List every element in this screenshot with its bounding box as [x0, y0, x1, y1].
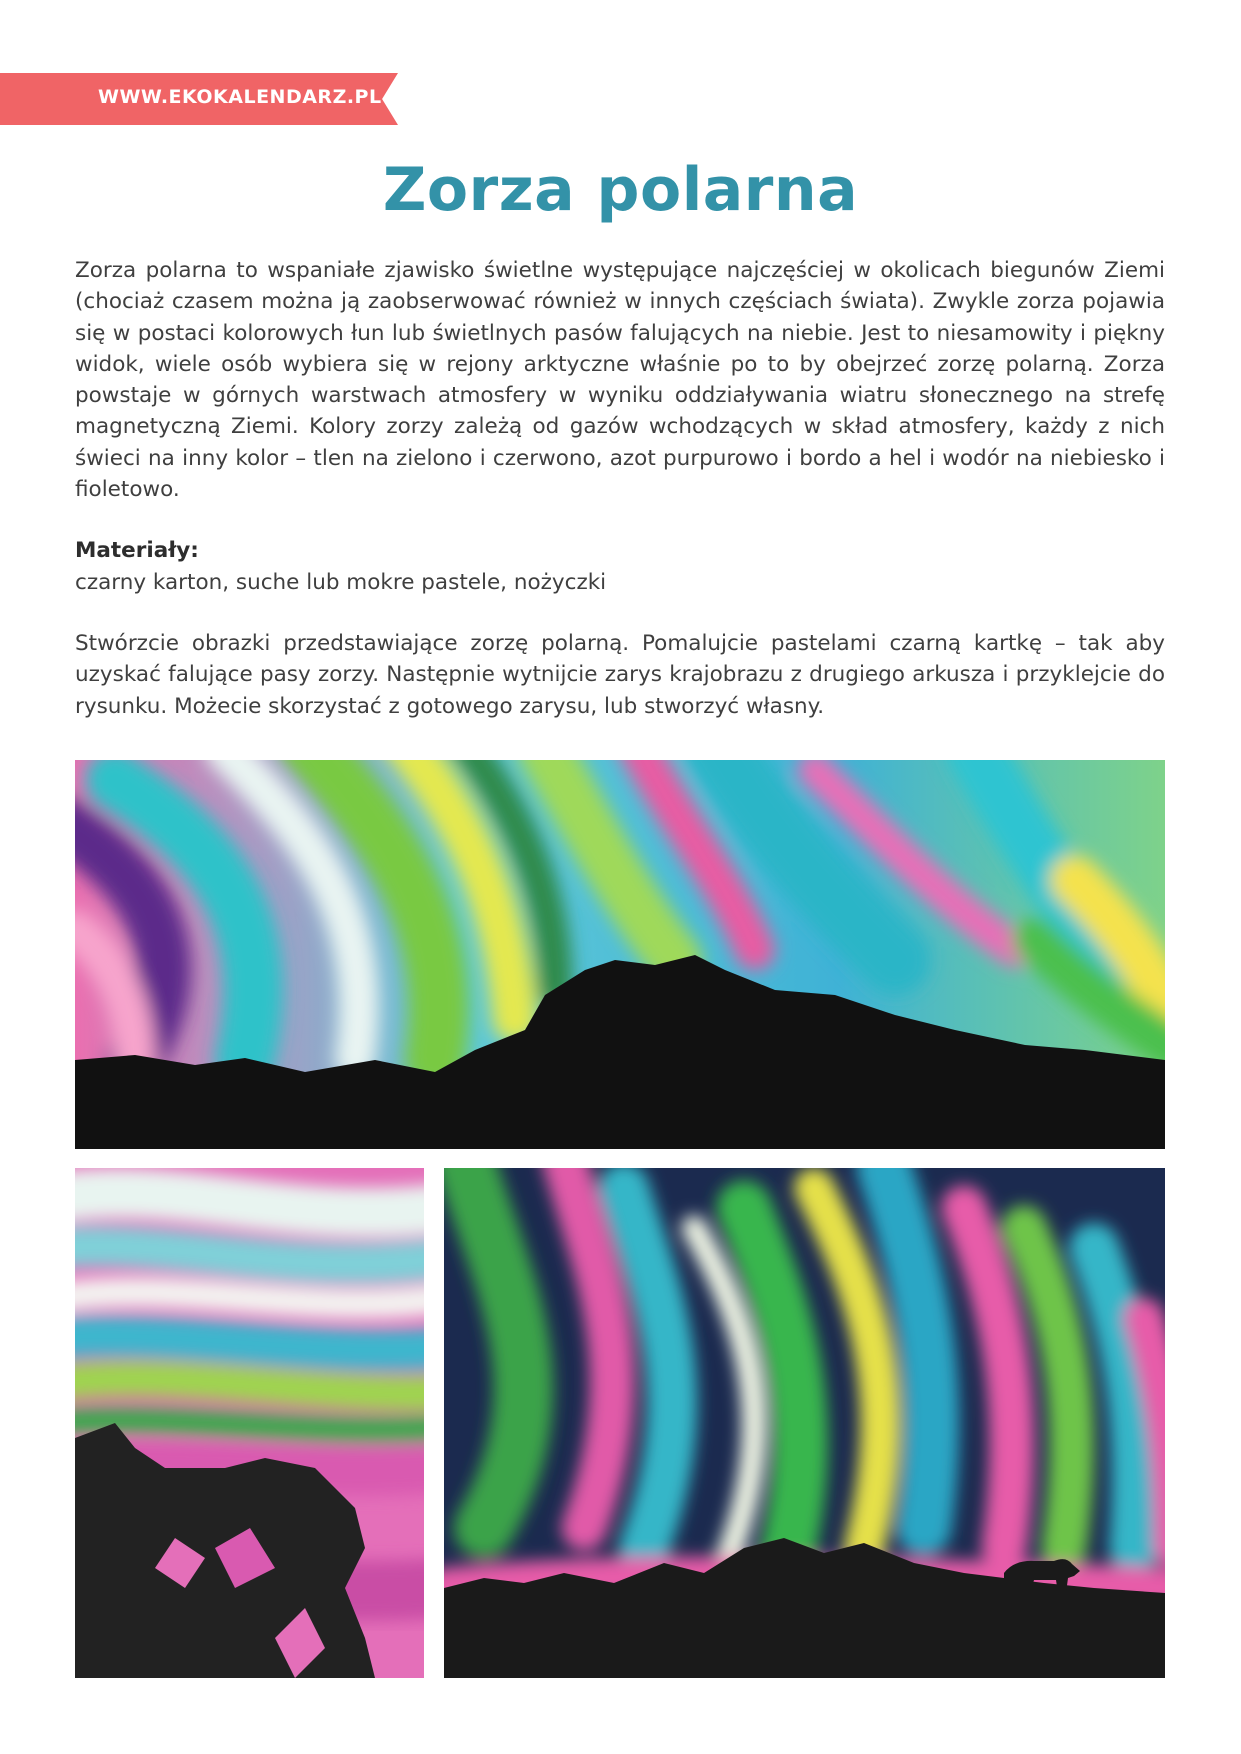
aurora-photo-mountain [75, 760, 1165, 1149]
materials-list: czarny karton, suche lub mokre pastele, nożyczki [75, 570, 607, 595]
page-title: Zorza polarna [382, 155, 859, 225]
instructions-paragraph: Stwórzcie obrazki przedstawiające zorzę polarną. Pomalujcie pastelami czarną kartkę – tak aby uzyskać falujące pasy zorzy. Następnie wytnijcie zarys krajobrazu z drugiego arkusza i przyklejcie do rysunku. Możecie skorzystać z gotowego zarysu, lub stworzyć własny. [75, 631, 1165, 719]
materials-heading: Materiały: [75, 538, 199, 563]
aurora-photo-landscape-bear [444, 1168, 1165, 1678]
intro-paragraph: Zorza polarna to wspaniałe zjawisko świetlne występujące najczęściej w okolicach biegunów Ziemi (chociaż czasem można ją zaobserwować również w innych częściach świata). Zwykle zorza pojawia się w postaci kolorowych łun lub świetlnych pasów falujących na niebie. Jest to niesamowity i piękny widok, wiele osób wybiera się w rejony arktyczne właśnie po to by obejrzeć zorzę polarną. Zorza powstaje w górnych warstwach atmosfery w wyniku oddziaływania wiatru słonecznego na strefę magnetyczną Ziemi. Kolory zorzy zależą od gazów wchodzących w skład atmosfery, każdy z nich świeci na inny kolor – tlen na zielono i czerwono, azot purpurowo i bordo a hel i wodór na niebiesko i fioletowo. [75, 258, 1165, 503]
site-url[interactable]: WWW.EKOKALENDARZ.PL [98, 86, 382, 108]
aurora-photo-bear-closeup [75, 1168, 424, 1678]
